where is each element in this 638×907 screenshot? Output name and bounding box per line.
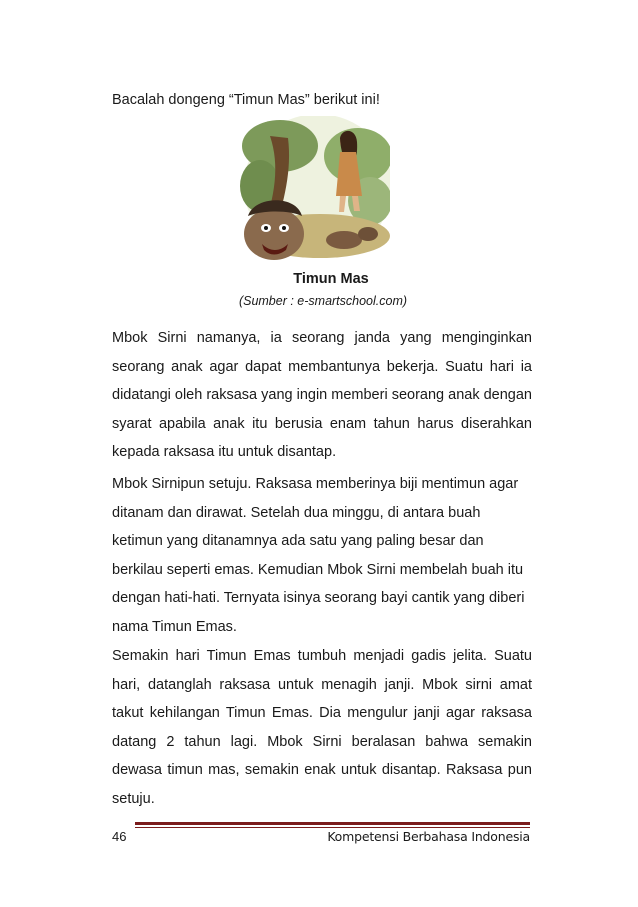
page-number: 46: [112, 829, 127, 844]
intro-instruction: Bacalah dongeng “Timun Mas” berikut ini!: [112, 92, 380, 108]
story-illustration: [240, 116, 390, 266]
figure-title: Timun Mas: [293, 271, 369, 287]
story-paragraph: Mbok Sirni namanya, ia seorang janda yang menginginkan seorang anak agar dapat membantunya bekerja. Suatu hari ia didatangi oleh raksasa yang ingin memberi seorang anak dengan syarat apabila anak itu berusia enam tahun harus diserahkan kepada raksasa itu untuk disantap.: [112, 330, 532, 460]
figure-source: (Sumber : e-smartschool.com): [238, 294, 408, 308]
footer-book-title: Kompetensi Berbahasa Indonesia: [327, 829, 530, 844]
footer-divider-thin: [135, 827, 530, 828]
story-paragraph: Semakin hari Timun Emas tumbuh menjadi gadis jelita. Suatu hari, datanglah raksasa untuk menagih janji. Mbok sirni amat takut kehilangan Timun Emas. Dia mengulur janji agar raksasa datang 2 tahun lagi. Mbok Sirni beralasan bahwa semakin dewasa timun mas, semakin enak untuk disantap. Raksasa pun setuju.: [112, 648, 532, 807]
footer-divider: [135, 822, 530, 825]
story-paragraph: Mbok Sirnipun setuju. Raksasa memberinya biji mentimun agar ditanam dan dirawat. Setelah dua minggu, di antara buah ketimun yang ditanamnya ada satu yang paling besar dan berkilau seperti emas. Kemudian Mbok Sirni membelah buah itu dengan hati-hati. Ternyata isinya seorang bayi cantik yang diberi nama Timun Emas.: [112, 476, 525, 635]
